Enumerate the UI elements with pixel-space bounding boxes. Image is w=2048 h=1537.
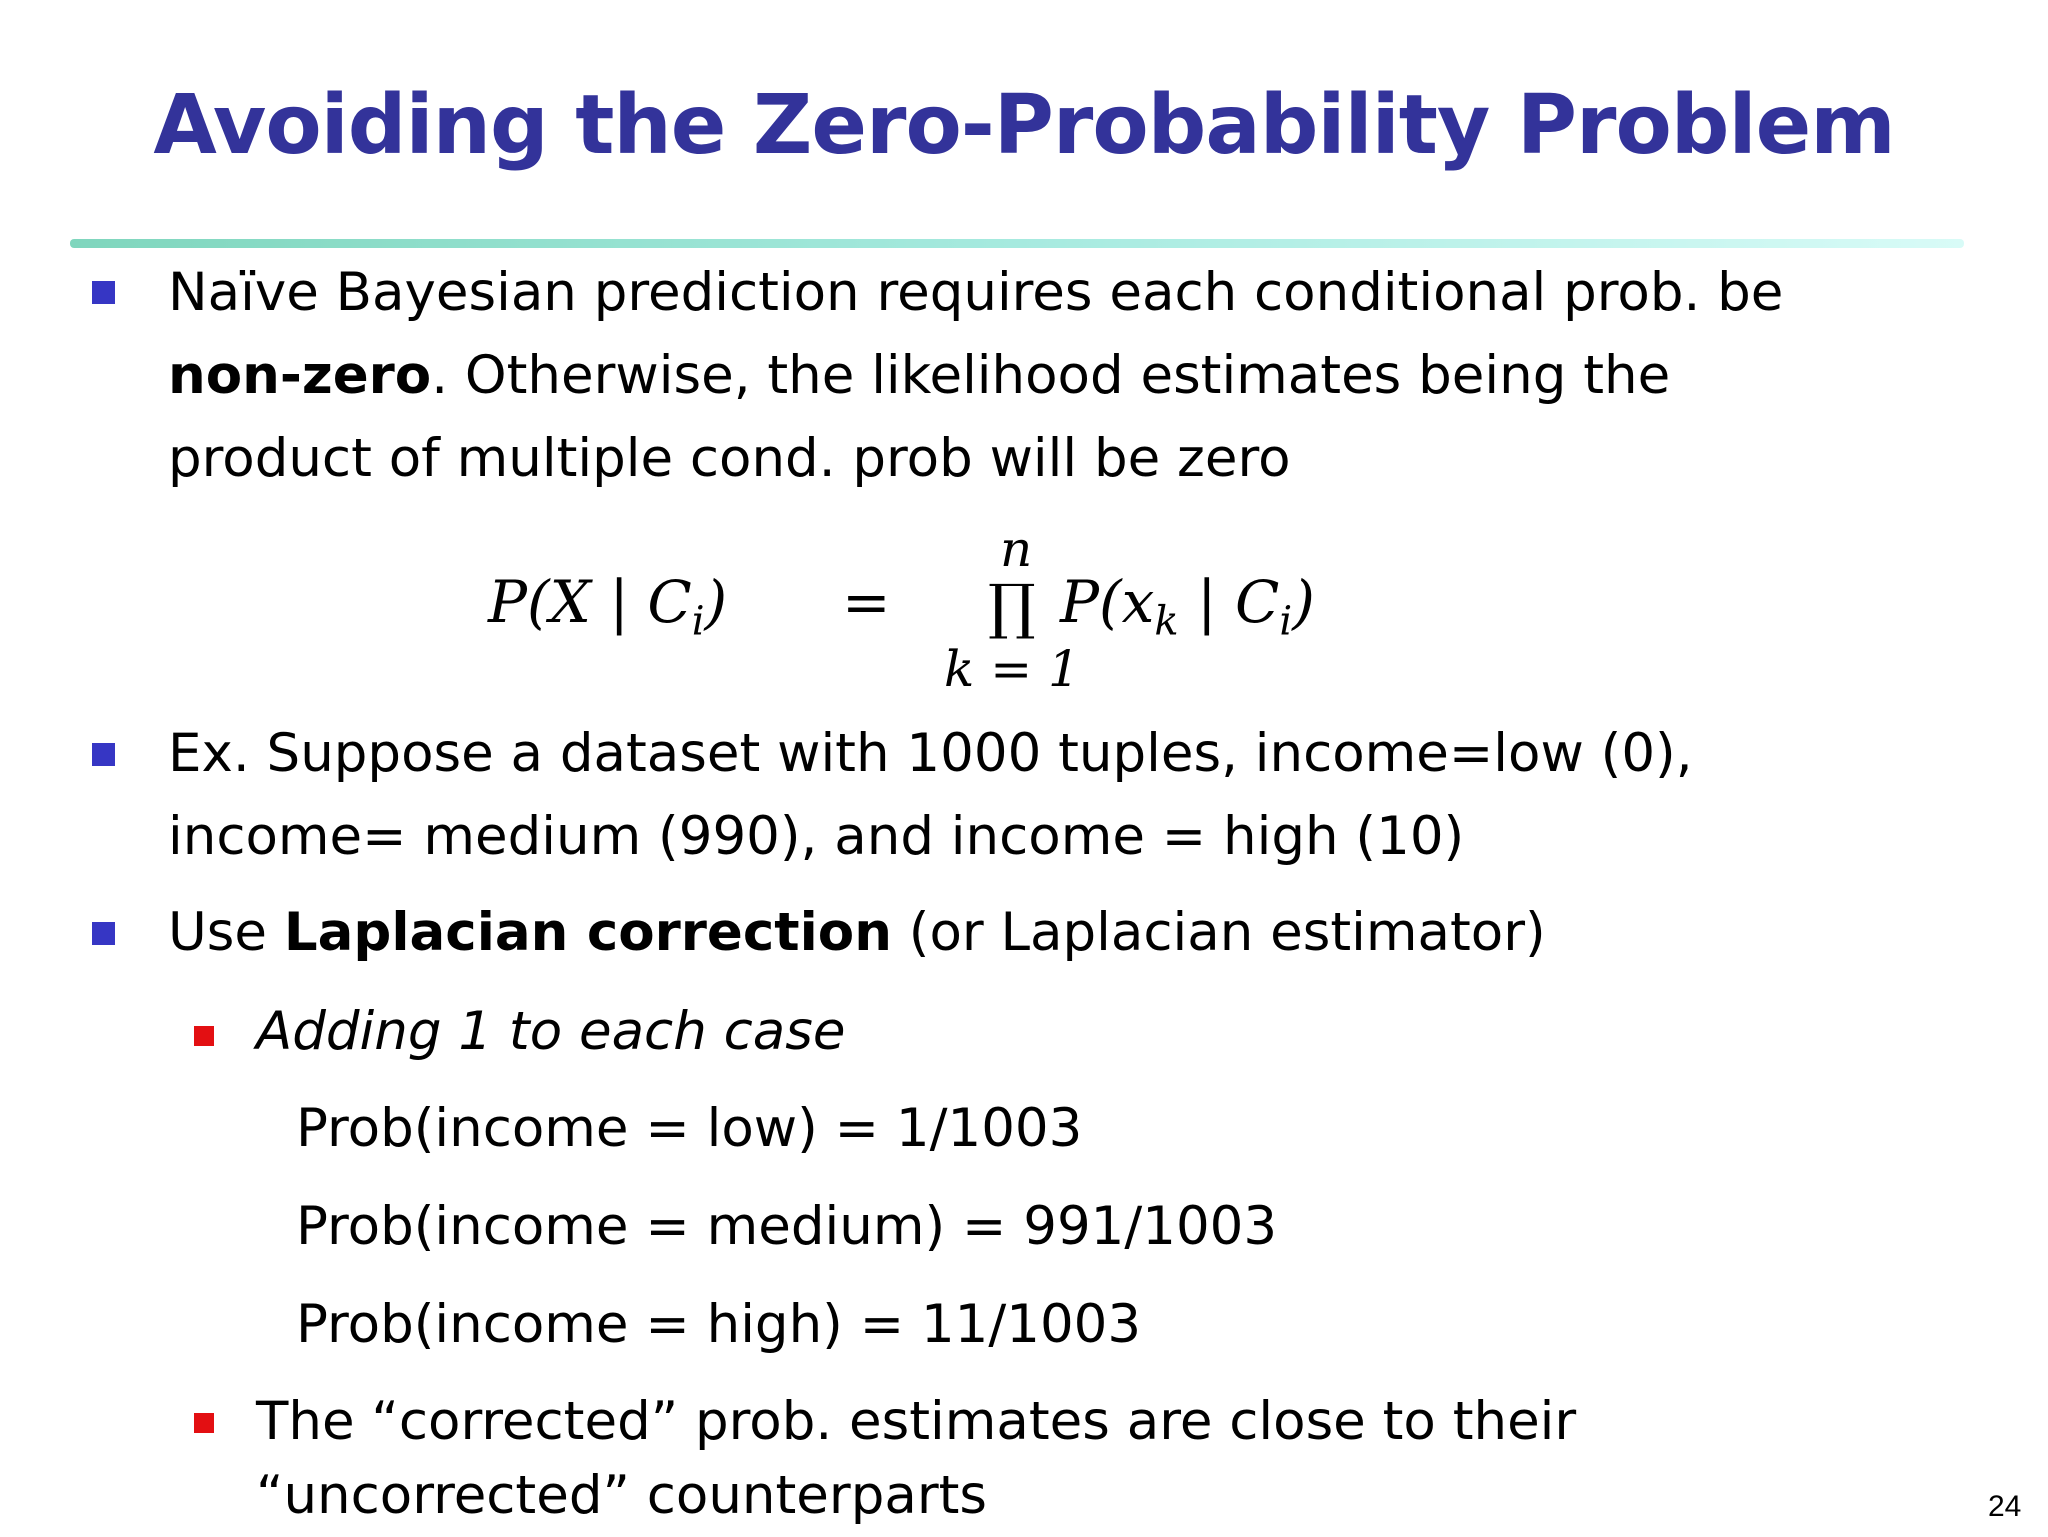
bullet-3-line: Use Laplacian correction (or Laplacian estimator) [168, 902, 1546, 963]
sub-bullet-2-line-2: “uncorrected” counterparts [256, 1465, 988, 1526]
sub-bullet-2-line-1: The “corrected” prob. estimates are close to their [256, 1391, 1577, 1452]
formula-equals: = [842, 568, 891, 636]
sub-bullet-1-text: Adding 1 to each case [256, 1001, 846, 1062]
sub-bullet-marker [194, 1026, 214, 1046]
bullet-1-line-2-rest: . Otherwise, the likelihood estimates being the [431, 345, 1671, 406]
bullet-2-line-1: Ex. Suppose a dataset with 1000 tuples, income=low (0), [168, 723, 1693, 784]
formula-rhs: $P(x_k$ | $C_i$) [1060, 568, 1315, 645]
sub-bullet-marker [194, 1413, 214, 1433]
formula-lower-limit: k = 1 [944, 640, 1080, 698]
page-number: 24 [1988, 1490, 2022, 1523]
bullet-marker [92, 743, 115, 766]
slide-title: Avoiding the Zero-Probability Problem [153, 78, 1895, 173]
bullet-2-line-2: income= medium (990), and income = high (10) [168, 806, 1465, 867]
formula-upper-limit: n [1000, 520, 1033, 578]
probability-high: Prob(income = high) = 11/1003 [296, 1294, 1142, 1355]
bullet-1-line-3: product of multiple cond. prob will be zero [168, 428, 1291, 489]
bullet-1-line-1: Naïve Bayesian prediction requires each conditional prob. be [168, 262, 1784, 323]
bullet-marker [92, 281, 115, 304]
formula-lhs: P(X | $C_i$) [488, 568, 728, 645]
bullet-1-line-2 [168, 334, 1670, 417]
probability-medium: Prob(income = medium) = 991/1003 [296, 1196, 1278, 1257]
bullet-marker [92, 922, 115, 945]
bullet-1-bold-term: non-zero [168, 345, 432, 406]
probability-low: Prob(income = low) = 1/1003 [296, 1098, 1083, 1159]
title-divider [70, 239, 1964, 248]
formula-product-symbol: ∏ [988, 572, 1036, 642]
bullet-3-bold-term: Laplacian correction [283, 902, 892, 963]
